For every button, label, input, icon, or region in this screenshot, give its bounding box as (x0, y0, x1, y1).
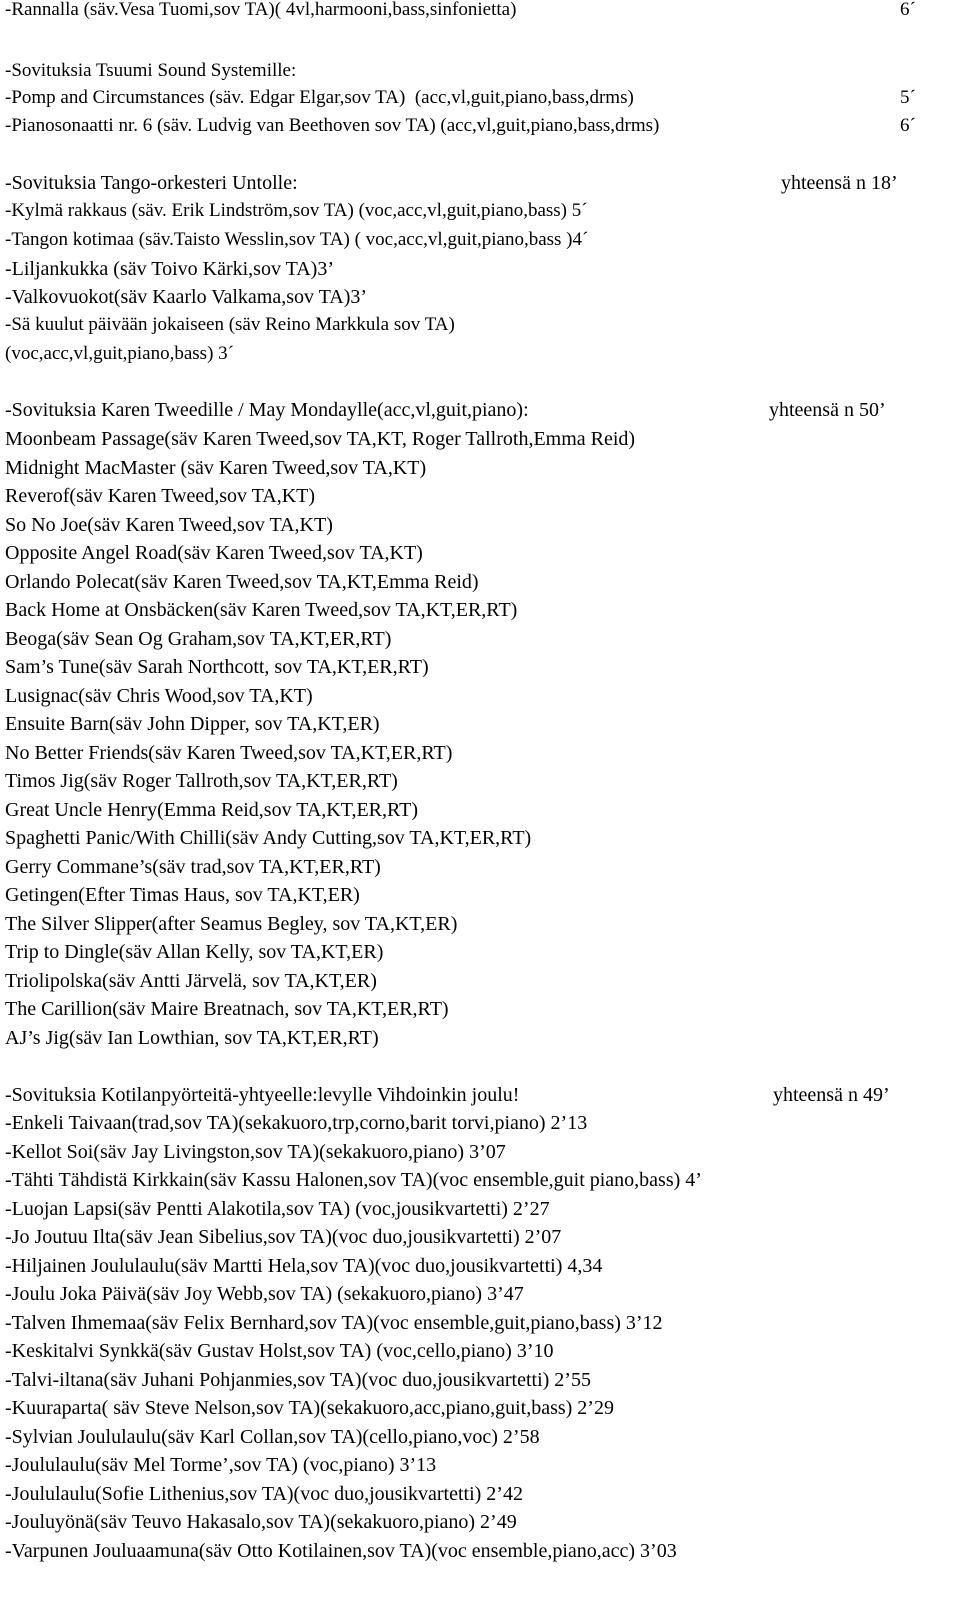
line-text: Getingen(Efter Timas Haus, sov TA,KT,ER) (5, 884, 360, 906)
line-text: -Sovituksia Tsuumi Sound Systemille: (5, 60, 297, 81)
line-text: Triolipolska(säv Antti Järvelä, sov TA,KT,ER) (5, 970, 377, 992)
line-text: The Silver Slipper(after Seamus Begley, sov TA,KT,ER) (5, 913, 458, 935)
line-text: Lusignac(säv Chris Wood,sov TA,KT) (5, 685, 313, 707)
line-text: -Talvi-iltana(säv Juhani Pohjanmies,sov TA)(voc duo,jousikvartetti) 2’55 (5, 1369, 591, 1391)
text-line (5, 398, 529, 422)
text-line (5, 513, 333, 537)
line-text: Great Uncle Henry(Emma Reid,sov TA,KT,ER,RT) (5, 799, 419, 821)
line-text: -Tangon kotimaa (säv.Taisto Wesslin,sov TA) ( voc,acc,vl,guit,piano,bass )4´ (5, 229, 589, 250)
text-line (5, 342, 234, 366)
line-text: -Pianosonaatti nr. 6 (säv. Ludvig van Beethoven sov TA) (acc,vl,guit,piano,bass,drms) (5, 115, 660, 136)
line-text: -Sovituksia Kotilanpyörteitä-yhtyeelle:levylle Vihdoinkin joulu! (5, 1084, 520, 1106)
text-line (5, 456, 426, 480)
text-line (5, 1111, 587, 1135)
text-line (5, 912, 457, 936)
text-line (5, 1026, 379, 1050)
line-text: Trip to Dingle(säv Allan Kelly, sov TA,KT,ER) (5, 941, 384, 963)
line-text: -Joululaulu(Sofie Lithenius,sov TA)(voc duo,jousikvartetti) 2’42 (5, 1483, 523, 1505)
line-duration: 5´ (900, 87, 916, 108)
line-text: -Varpunen Jouluaamuna(säv Otto Kotilainen,sov TA)(voc ensemble,piano,acc) 3’03 (5, 1540, 677, 1562)
line-text: -Enkeli Taivaan(trad,sov TA)(sekakuoro,trp,corno,barit torvi,piano) 2’13 (5, 1112, 588, 1134)
text-line (5, 769, 398, 793)
line-text: No Better Friends(säv Karen Tweed,sov TA,KT,ER,RT) (5, 742, 453, 764)
text-line (5, 427, 635, 451)
text-line (5, 1339, 554, 1363)
text-line (5, 484, 315, 508)
line-text: Timos Jig(säv Roger Tallroth,sov TA,KT,ER,RT) (5, 770, 398, 792)
line-duration: yhteensä n 49’ (773, 1084, 890, 1106)
text-line (5, 1482, 523, 1506)
line-text: -Sä kuulut päivään jokaiseen (säv Reino Markkula sov TA) (5, 314, 455, 335)
text-line (5, 1510, 517, 1534)
text-line (5, 741, 452, 765)
line-text: -Sovituksia Karen Tweedille / May Mondaylle(acc,vl,guit,piano): (5, 399, 529, 421)
line-text: -Joulu Joka Päivä(säv Joy Webb,sov TA) (sekakuoro,piano) 3’47 (5, 1283, 524, 1305)
line-text: -Keskitalvi Synkkä(säv Gustav Holst,sov TA) (voc,cello,piano) 3’10 (5, 1340, 554, 1362)
text-line (5, 1453, 436, 1477)
line-text: -Hiljainen Joululaulu(säv Martti Hela,sov TA)(voc duo,jousikvartetti) 4,34 (5, 1255, 603, 1277)
text-line (5, 1396, 614, 1420)
text-line (5, 199, 588, 223)
text-line (5, 883, 360, 907)
line-text: -Rannalla (säv.Vesa Tuomi,sov TA)( 4vl,harmooni,bass,sinfonietta) (5, 0, 517, 20)
line-text: -Liljankukka (säv Toivo Kärki,sov TA)3’ (5, 258, 334, 280)
line-text: Moonbeam Passage(säv Karen Tweed,sov TA,KT, Roger Tallroth,Emma Reid) (5, 428, 636, 450)
text-line (5, 1425, 540, 1449)
line-text: -Tähti Tähdistä Kirkkain(säv Kassu Halonen,sov TA)(voc ensemble,guit piano,bass) 4’ (5, 1169, 702, 1191)
text-line (5, 997, 449, 1021)
line-text: Reverof(säv Karen Tweed,sov TA,KT) (5, 485, 316, 507)
text-line (5, 798, 418, 822)
line-text: -Sylvian Joululaulu(säv Karl Collan,sov TA)(cello,piano,voc) 2’58 (5, 1426, 540, 1448)
line-text: -Sovituksia Tango-orkesteri Untolle: (5, 172, 298, 194)
line-duration: 6´ (900, 115, 916, 136)
text-line (5, 598, 517, 622)
line-text: Ensuite Barn(säv John Dipper, sov TA,KT,ER) (5, 713, 380, 735)
line-text: The Carillion(säv Maire Breatnach, sov TA,KT,ER,RT) (5, 998, 449, 1020)
text-line (5, 655, 429, 679)
line-text: -Jo Joutuu Ilta(säv Jean Sibelius,sov TA)(voc duo,jousikvartetti) 2’07 (5, 1226, 562, 1248)
line-text: Opposite Angel Road(säv Karen Tweed,sov TA,KT) (5, 542, 423, 564)
text-line (5, 1140, 506, 1164)
line-text: Beoga(säv Sean Og Graham,sov TA,KT,ER,RT) (5, 628, 392, 650)
text-line (5, 59, 296, 83)
text-line (5, 228, 588, 252)
line-text: Midnight MacMaster (säv Karen Tweed,sov TA,KT) (5, 457, 427, 479)
text-line (5, 1368, 591, 1392)
text-line (5, 1254, 602, 1278)
text-line (5, 1282, 524, 1306)
text-line (5, 1083, 519, 1107)
line-text: -Jouluyönä(säv Teuvo Hakasalo,sov TA)(sekakuoro,piano) 2’49 (5, 1511, 517, 1533)
text-line (5, 684, 313, 708)
text-line (5, 257, 334, 281)
text-line (5, 1168, 702, 1192)
text-line (5, 114, 659, 138)
text-line (5, 627, 391, 651)
line-text: AJ’s Jig(säv Ian Lowthian, sov TA,KT,ER,RT) (5, 1027, 379, 1049)
line-duration: 6´ (900, 0, 916, 20)
line-duration: yhteensä n 50’ (769, 399, 886, 421)
text-line (5, 86, 634, 110)
line-text: -Kuuraparta( säv Steve Nelson,sov TA)(sekakuoro,acc,piano,guit,bass) 2’29 (5, 1397, 614, 1419)
line-text: Sam’s Tune(säv Sarah Northcott, sov TA,KT,ER,RT) (5, 656, 429, 678)
line-text: Orlando Polecat(säv Karen Tweed,sov TA,KT,Emma Reid) (5, 571, 479, 593)
line-text: Gerry Commane’s(säv trad,sov TA,KT,ER,RT) (5, 856, 381, 878)
text-line (5, 1197, 550, 1221)
text-line (5, 940, 383, 964)
text-line (5, 826, 531, 850)
text-line (5, 855, 381, 879)
text-line (5, 1225, 561, 1249)
line-text: (voc,acc,vl,guit,piano,bass) 3´ (5, 343, 234, 364)
text-line (5, 969, 377, 993)
text-line (5, 313, 455, 337)
line-text: Back Home at Onsbäcken(säv Karen Tweed,sov TA,KT,ER,RT) (5, 599, 518, 621)
text-line (5, 285, 367, 309)
text-line (5, 1311, 663, 1335)
text-line (5, 1539, 677, 1563)
text-line (5, 171, 298, 195)
text-line (5, 712, 380, 736)
text-line (5, 570, 479, 594)
line-text: -Valkovuokot(säv Kaarlo Valkama,sov TA)3’ (5, 286, 368, 308)
line-text: -Joululaulu(säv Mel Torme’,sov TA) (voc,piano) 3’13 (5, 1454, 437, 1476)
text-line (5, 541, 423, 565)
line-text: Spaghetti Panic/With Chilli(säv Andy Cutting,sov TA,KT,ER,RT) (5, 827, 532, 849)
line-text: So No Joe(säv Karen Tweed,sov TA,KT) (5, 514, 333, 536)
line-text: -Luojan Lapsi(säv Pentti Alakotila,sov TA) (voc,jousikvartetti) 2’27 (5, 1198, 550, 1220)
text-line (5, 0, 516, 22)
line-text: -Kellot Soi(säv Jay Livingston,sov TA)(sekakuoro,piano) 3’07 (5, 1141, 506, 1163)
line-text: -Pomp and Circumstances (säv. Edgar Elgar,sov TA) (acc,vl,guit,piano,bass,drms) (5, 87, 634, 108)
line-text: -Kylmä rakkaus (säv. Erik Lindström,sov TA) (voc,acc,vl,guit,piano,bass) 5´ (5, 200, 588, 221)
line-text: -Talven Ihmemaa(säv Felix Bernhard,sov TA)(voc ensemble,guit,piano,bass) 3’12 (5, 1312, 663, 1334)
line-duration: yhteensä n 18’ (781, 172, 898, 194)
